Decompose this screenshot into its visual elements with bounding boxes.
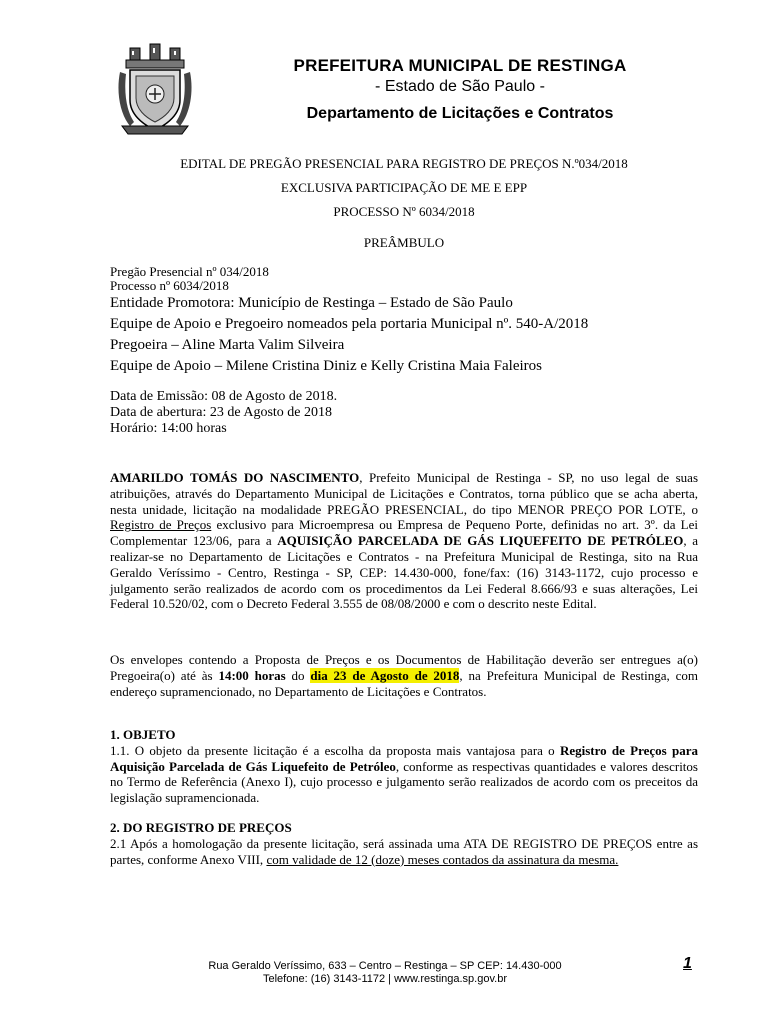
- section-heading: 1. OBJETO: [110, 727, 176, 742]
- registro-precos-link-text: Registro de Preços: [110, 517, 212, 533]
- paragraph-text: , a realizar-se no Departamento de Licitações e Contratos - na Prefeitura Municipal de Restinga, sito na Rua Geraldo Veríssimo - Centro, Restinga - SP, CEP: 14.430-000, fone/fax: (16) 3143-1172, cujo processo e julgamento serão realizados de acordo com os procedimentos da Lei Federal 8.666/93 e suas alterações, Lei Federal 10.520/02, com o Decreto Federal 3.555 de 08/08/2000 e com o descrito neste Edital.: [110, 533, 698, 612]
- header-title: PREFEITURA MUNICIPAL DE RESTINGA: [293, 56, 627, 75]
- delivery-time: 14:00 horas: [218, 667, 286, 683]
- page-footer: [150, 960, 620, 986]
- opening-date: Data de abertura: 23 de Agosto de 2018: [110, 405, 332, 420]
- page-number: 1: [683, 955, 692, 972]
- pregao-number: Pregão Presencial nº 034/2018: [110, 264, 269, 279]
- info-block: [110, 265, 698, 377]
- preamble-paragraph: [110, 470, 698, 612]
- auctioneer: Pregoeira – Aline Marta Valim Silveira: [110, 337, 345, 353]
- mayor-name: AMARILDO TOMÁS DO NASCIMENTO: [110, 470, 360, 485]
- section-objeto: [110, 727, 698, 806]
- edital-exclusive: EXCLUSIVA PARTICIPAÇÃO DE ME E EPP: [280, 180, 528, 195]
- section-registro-precos: [110, 820, 698, 867]
- paragraph-text: Os envelopes contendo a Proposta de Preços e os Documentos de Habilitação deverão ser entregues a(o) Pregoeira(o) até às: [110, 652, 698, 683]
- issue-date: Data de Emissão: 08 de Agosto de 2018.: [110, 389, 338, 404]
- section-body: [110, 743, 698, 806]
- header-department: Departamento de Licitações e Contratos: [306, 105, 614, 122]
- support-team: Equipe de Apoio – Milene Cristina Diniz e Kelly Cristina Maia Faleiros: [110, 358, 543, 374]
- envelope-paragraph: [110, 652, 698, 699]
- header-state: - Estado de São Paulo -: [375, 78, 545, 95]
- object-title: AQUISIÇÃO PARCELADA DE GÁS LIQUEFEITO DE PETRÓLEO: [277, 533, 684, 549]
- paragraph-text: , Prefeito Municipal de Restinga - SP, no uso legal de suas atribuições, através do Departamento Municipal de Licitações e Contratos, torna público que se acha aberta, nesta unidade, licitação na modalidade PREGÃO PRESENCIAL, do tipo MENOR PREÇO POR LOTE, o: [110, 470, 698, 517]
- support-team-ordinance: Equipe de Apoio e Pregoeiro nomeados pela portaria Municipal nº. 540-A/2018: [110, 316, 589, 332]
- paragraph-text: , na Prefeitura Municipal de Restinga, com endereço supramencionado, no Departamento de Licitações e Contratos.: [110, 667, 699, 699]
- footer-address: Rua Geraldo Veríssimo, 633 – Centro – Restinga – SP CEP: 14.430-000: [208, 960, 562, 972]
- footer-contact: Telefone: (16) 3143-1172 | www.restinga.sp.gov.br: [263, 973, 507, 985]
- municipal-crest-logo: [116, 42, 194, 136]
- paragraph-text: , conforme as respectivas quantidades e valores descritos no Termo de Referência (Anexo I), cujo processo e julgamento serão realizados de acordo com os preceitos da legislação supramencionada.: [110, 758, 698, 806]
- paragraph-text: 1.1. O objeto da presente licitação é a escolha da proposta mais vantajosa para o: [110, 742, 560, 758]
- validity-underlined-text: com validade de 12 (doze) meses contados da assinatura da mesma.: [266, 851, 619, 867]
- edital-process: PROCESSO Nº 6034/2018: [333, 204, 475, 219]
- section-heading: 2. DO REGISTRO DE PREÇOS: [110, 820, 292, 835]
- dates-block: [110, 389, 698, 437]
- object-bold-text: Registro de Preços para Aquisição Parcelada de Gás Liquefeito de Petróleo: [110, 742, 698, 774]
- opening-time: Horário: 14:00 horas: [110, 421, 227, 436]
- paragraph-text: exclusivo para Microempresa ou Empresa de Pequeno Porte, definidas no art. 3º. da Lei Complementar 123/06, para a: [110, 517, 698, 549]
- promoting-entity: Entidade Promotora: Município de Restinga – Estado de São Paulo: [110, 295, 513, 311]
- paragraph-text: 2.1 Após a homologação da presente licitação, será assinada uma ATA DE REGISTRO DE PREÇOS entre as partes, conforme Anexo VIII,: [110, 835, 698, 867]
- edital-title: EDITAL DE PREGÃO PRESENCIAL PARA REGISTRO DE PREÇOS N.º034/2018: [180, 156, 628, 171]
- paragraph-text: do: [285, 667, 311, 683]
- section-body: [110, 836, 698, 868]
- processo-number: Processo nº 6034/2018: [110, 278, 229, 293]
- preamble-heading: PREÂMBULO: [363, 235, 445, 250]
- delivery-date-highlight: dia 23 de Agosto de 2018: [310, 667, 460, 683]
